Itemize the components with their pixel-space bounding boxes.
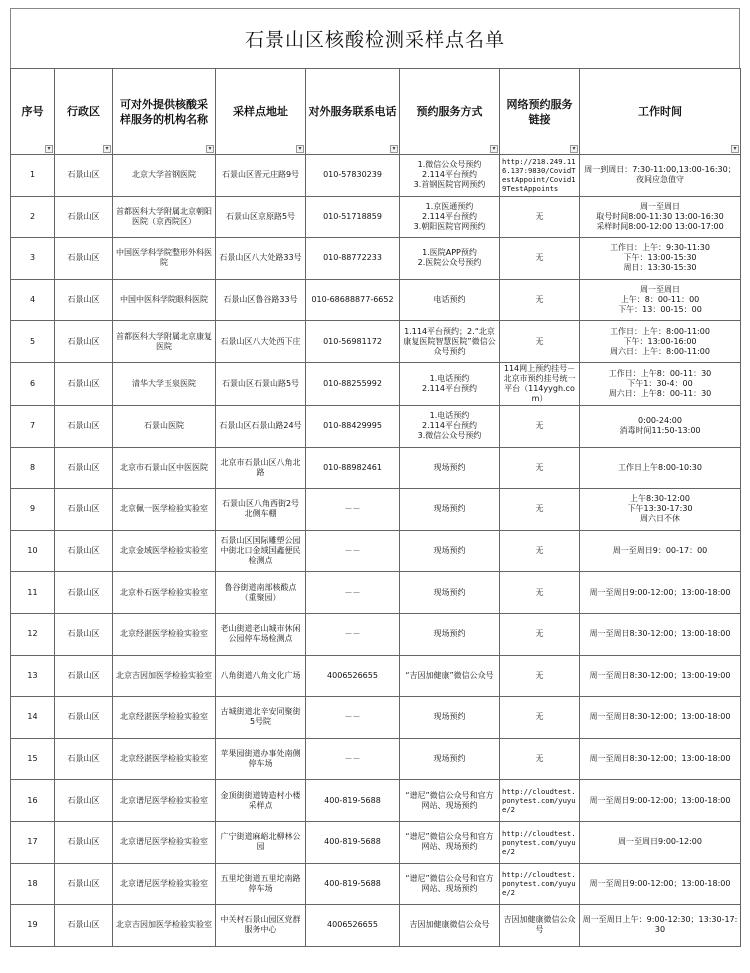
cell-district[interactable]: 石景山区 bbox=[55, 905, 113, 947]
cell-institution[interactable]: 首都医科大学附属北京朝阳医院（京西院区） bbox=[113, 196, 216, 238]
cell-booking-link[interactable]: 无 bbox=[500, 572, 580, 614]
cell-index[interactable]: 8 bbox=[11, 447, 55, 489]
cell-booking-link[interactable]: 无 bbox=[500, 279, 580, 321]
cell-booking-method[interactable]: 1.电话预约 2.114平台预约 bbox=[400, 362, 500, 405]
table-row bbox=[11, 530, 741, 572]
cell-index[interactable]: 4 bbox=[11, 279, 55, 321]
cell-booking-link[interactable]: http://cloudtest.ponytest.com/yuyue/2 bbox=[500, 780, 580, 822]
table-row bbox=[11, 905, 741, 947]
cell-phone[interactable]: 010-57830239 bbox=[306, 155, 400, 197]
cell-hours[interactable]: 上午8:30-12:00 下午13:30-17:30 周六日不休 bbox=[580, 489, 741, 531]
cell-hours[interactable]: 周一至周日9：00-17：00 bbox=[580, 530, 741, 572]
filter-dropdown-icon[interactable]: ▾ bbox=[490, 145, 498, 153]
cell-booking-method[interactable]: 现场预约 bbox=[400, 489, 500, 531]
cell-district[interactable]: 石景山区 bbox=[55, 738, 113, 780]
cell-address[interactable]: 苹果园街道办事处南侧停车场 bbox=[216, 738, 306, 780]
cell-institution[interactable]: 首都医科大学附属北京康复医院 bbox=[113, 321, 216, 363]
cell-booking-method[interactable]: 现场预约 bbox=[400, 613, 500, 655]
cell-booking-link[interactable]: 无 bbox=[500, 447, 580, 489]
cell-district[interactable]: 石景山区 bbox=[55, 447, 113, 489]
cell-hours[interactable]: 工作日：上午8：00-11：30 下午1：30-4：00 周六日：上午8：00-11：30 bbox=[580, 362, 741, 405]
cell-address[interactable]: 石景山区八角西街2号北侧车棚 bbox=[216, 489, 306, 531]
cell-booking-method[interactable]: 1.微信公众号预约 2.114平台预约 3.首钢医院官网预约 bbox=[400, 155, 500, 197]
table-row bbox=[11, 780, 741, 822]
cell-booking-method[interactable]: 电话预约 bbox=[400, 279, 500, 321]
cell-phone[interactable]: 010-88982461 bbox=[306, 447, 400, 489]
cell-phone[interactable]: 400-819-5688 bbox=[306, 780, 400, 822]
cell-hours[interactable]: 周一至周日9:00-12:00；13:00-18:00 bbox=[580, 572, 741, 614]
cell-index[interactable]: 14 bbox=[11, 697, 55, 739]
cell-address[interactable]: 老山街道老山城市休闲公园停车场检测点 bbox=[216, 613, 306, 655]
cell-booking-method[interactable]: “吉因加健康”微信公众号 bbox=[400, 655, 500, 697]
cell-booking-method[interactable]: 现场预约 bbox=[400, 697, 500, 739]
cell-booking-method[interactable]: 1.医院APP预约 2.医院公众号预约 bbox=[400, 238, 500, 280]
table-row bbox=[11, 821, 741, 863]
header-row bbox=[11, 69, 741, 155]
cell-district[interactable]: 石景山区 bbox=[55, 238, 113, 280]
cell-address[interactable]: 石景山区石景山路5号 bbox=[216, 362, 306, 405]
table-row bbox=[11, 362, 741, 405]
cell-address[interactable]: 石景山区八大处路33号 bbox=[216, 238, 306, 280]
table-row bbox=[11, 321, 741, 363]
cell-institution[interactable]: 北京谱尼医学检验实验室 bbox=[113, 821, 216, 863]
cell-district[interactable]: 石景山区 bbox=[55, 489, 113, 531]
cell-address[interactable]: 鲁谷街道南部核酸点（重聚园） bbox=[216, 572, 306, 614]
filter-dropdown-icon[interactable]: ▾ bbox=[206, 145, 214, 153]
cell-booking-method[interactable]: “谱尼”微信公众号和官方网站、现场预约 bbox=[400, 821, 500, 863]
cell-booking-method[interactable]: “谱尼”微信公众号和官方网站、现场预约 bbox=[400, 780, 500, 822]
cell-institution[interactable]: 中国中医科学院眼科医院 bbox=[113, 279, 216, 321]
cell-hours[interactable]: 周一至周日 取号时间8:00-11:30 13:00-16:30 采样时间8:00-12:00 13:00-17:00 bbox=[580, 196, 741, 238]
table-row bbox=[11, 863, 741, 905]
cell-institution[interactable]: 北京朴石医学检验实验室 bbox=[113, 572, 216, 614]
cell-institution[interactable]: 北京经湛医学检验实验室 bbox=[113, 738, 216, 780]
cell-hours[interactable]: 周一至周日8:30-12:00；13:00-19:00 bbox=[580, 655, 741, 697]
cell-district[interactable]: 石景山区 bbox=[55, 821, 113, 863]
cell-institution[interactable]: 北京佩一医学检验实验室 bbox=[113, 489, 216, 531]
cell-phone[interactable]: 400-819-5688 bbox=[306, 821, 400, 863]
cell-hours[interactable]: 周一至周日8:30-12:00；13:00-18:00 bbox=[580, 697, 741, 739]
cell-hours[interactable]: 周一至周日9:00-12:00 bbox=[580, 821, 741, 863]
cell-address[interactable]: 八角街道八角文化广场 bbox=[216, 655, 306, 697]
cell-hours[interactable]: 工作日上午8:00-10:30 bbox=[580, 447, 741, 489]
table-row bbox=[11, 655, 741, 697]
table-row bbox=[11, 238, 741, 280]
cell-address[interactable]: 五里坨街道五里坨南路停车场 bbox=[216, 863, 306, 905]
cell-address[interactable]: 石景山区晋元庄路9号 bbox=[216, 155, 306, 197]
cell-district[interactable]: 石景山区 bbox=[55, 196, 113, 238]
cell-index[interactable]: 15 bbox=[11, 738, 55, 780]
table-row bbox=[11, 613, 741, 655]
cell-district[interactable]: 石景山区 bbox=[55, 405, 113, 447]
cell-booking-link[interactable]: 无 bbox=[500, 530, 580, 572]
filter-dropdown-icon[interactable]: ▾ bbox=[45, 145, 53, 153]
cell-booking-link[interactable]: 吉因加健康微信公众号 bbox=[500, 905, 580, 947]
cell-institution[interactable]: 北京吉因加医学检验实验室 bbox=[113, 905, 216, 947]
header-address[interactable]: 采样点地址 ▾ bbox=[216, 69, 306, 155]
table-row bbox=[11, 572, 741, 614]
cell-district[interactable]: 石景山区 bbox=[55, 321, 113, 363]
header-booking-link[interactable]: 网络预约服务链接 ▾ bbox=[500, 69, 580, 155]
cell-hours[interactable]: 周一到周日：7:30-11:00,13:00-16:30； 夜间应急值守 bbox=[580, 155, 741, 197]
cell-index[interactable]: 5 bbox=[11, 321, 55, 363]
cell-institution[interactable]: 北京谱尼医学检验实验室 bbox=[113, 863, 216, 905]
cell-district[interactable]: 石景山区 bbox=[55, 863, 113, 905]
cell-booking-link[interactable]: http://cloudtest.ponytest.com/yuyue/2 bbox=[500, 821, 580, 863]
cell-index[interactable]: 19 bbox=[11, 905, 55, 947]
table-row bbox=[11, 405, 741, 447]
header-district[interactable]: 行政区 ▾ bbox=[55, 69, 113, 155]
table-row bbox=[11, 279, 741, 321]
cell-index[interactable]: 7 bbox=[11, 405, 55, 447]
cell-booking-link[interactable]: 114网上预约挂号－北京市预约挂号统一平台（114yygh.com） bbox=[500, 362, 580, 405]
cell-district[interactable]: 石景山区 bbox=[55, 572, 113, 614]
header-hours[interactable]: 工作时间 ▾ bbox=[580, 69, 741, 155]
cell-address[interactable]: 石景山区鲁谷路33号 bbox=[216, 279, 306, 321]
cell-phone[interactable]: －－ bbox=[306, 530, 400, 572]
cell-phone[interactable]: 4006526655 bbox=[306, 655, 400, 697]
cell-district[interactable]: 石景山区 bbox=[55, 279, 113, 321]
cell-hours[interactable]: 周一至周日9:00-12:00；13:00-18:00 bbox=[580, 780, 741, 822]
cell-booking-link[interactable]: 无 bbox=[500, 196, 580, 238]
cell-phone[interactable]: －－ bbox=[306, 697, 400, 739]
cell-district[interactable]: 石景山区 bbox=[55, 530, 113, 572]
cell-index[interactable]: 13 bbox=[11, 655, 55, 697]
header-booking-method[interactable]: 预约服务方式 ▾ bbox=[400, 69, 500, 155]
sampling-sites-table bbox=[10, 68, 741, 947]
cell-booking-link[interactable]: 无 bbox=[500, 321, 580, 363]
cell-phone[interactable]: 010-51718859 bbox=[306, 196, 400, 238]
cell-booking-method[interactable]: 现场预约 bbox=[400, 738, 500, 780]
cell-hours[interactable]: 周一至周日8:30-12:00；13:00-18:00 bbox=[580, 613, 741, 655]
cell-hours[interactable]: 工作日：上午：9:30-11:30 下午：13:00-15:30 周日：13:30-15:30 bbox=[580, 238, 741, 280]
cell-district[interactable]: 石景山区 bbox=[55, 780, 113, 822]
cell-institution[interactable]: 北京金域医学检验实验室 bbox=[113, 530, 216, 572]
filter-dropdown-icon[interactable]: ▾ bbox=[296, 145, 304, 153]
cell-booking-method[interactable]: 现场预约 bbox=[400, 447, 500, 489]
cell-booking-link[interactable]: http://cloudtest.ponytest.com/yuyue/2 bbox=[500, 863, 580, 905]
cell-booking-link[interactable]: 无 bbox=[500, 489, 580, 531]
cell-institution[interactable]: 北京经湛医学检验实验室 bbox=[113, 697, 216, 739]
document-title: 石景山区核酸检测采样点名单 bbox=[10, 8, 740, 68]
cell-index[interactable]: 9 bbox=[11, 489, 55, 531]
cell-index[interactable]: 18 bbox=[11, 863, 55, 905]
filter-dropdown-icon[interactable]: ▾ bbox=[103, 145, 111, 153]
cell-phone[interactable]: 010-88429995 bbox=[306, 405, 400, 447]
cell-booking-method[interactable]: 1.114平台预约；2.“北京康复医院智慧医院”微信公众号预约 bbox=[400, 321, 500, 363]
cell-address[interactable]: 石景山区石景山路24号 bbox=[216, 405, 306, 447]
cell-booking-link[interactable]: 无 bbox=[500, 697, 580, 739]
cell-institution[interactable]: 北京谱尼医学检验实验室 bbox=[113, 780, 216, 822]
cell-hours[interactable]: 工作日：上午：8:00-11:00 下午：13:00-16:00 周六日：上午：8:00-11:00 bbox=[580, 321, 741, 363]
cell-booking-link[interactable]: 无 bbox=[500, 613, 580, 655]
cell-index[interactable]: 1 bbox=[11, 155, 55, 197]
cell-address[interactable]: 中关村石景山园区党群服务中心 bbox=[216, 905, 306, 947]
cell-index[interactable]: 11 bbox=[11, 572, 55, 614]
cell-booking-link[interactable]: 无 bbox=[500, 238, 580, 280]
cell-district[interactable]: 石景山区 bbox=[55, 613, 113, 655]
cell-address[interactable]: 金顶街街道铸造村小楼采样点 bbox=[216, 780, 306, 822]
header-index[interactable]: 序号 ▾ bbox=[11, 69, 55, 155]
table-row bbox=[11, 697, 741, 739]
cell-booking-method[interactable]: 1.京医通预约 2.114平台预约 3.朝阳医院官网预约 bbox=[400, 196, 500, 238]
cell-institution[interactable]: 石景山医院 bbox=[113, 405, 216, 447]
table-row bbox=[11, 489, 741, 531]
cell-phone[interactable]: －－ bbox=[306, 613, 400, 655]
cell-booking-link[interactable]: http://218.249.116.137:9830/CovidTestAppoint/Covid19TestAppoints bbox=[500, 155, 580, 197]
filter-dropdown-icon[interactable]: ▾ bbox=[570, 145, 578, 153]
cell-hours[interactable]: 周一至周日上午：9:00-12:30；13:30-17:30 bbox=[580, 905, 741, 947]
cell-phone[interactable]: －－ bbox=[306, 572, 400, 614]
cell-institution[interactable]: 北京经湛医学检验实验室 bbox=[113, 613, 216, 655]
cell-booking-link[interactable]: 无 bbox=[500, 655, 580, 697]
table-row bbox=[11, 196, 741, 238]
cell-address[interactable]: 石景山区八大处西下庄 bbox=[216, 321, 306, 363]
cell-booking-link[interactable]: 无 bbox=[500, 738, 580, 780]
cell-district[interactable]: 石景山区 bbox=[55, 362, 113, 405]
cell-phone[interactable]: －－ bbox=[306, 489, 400, 531]
cell-address[interactable]: 古城街道北辛安同聚街5号院 bbox=[216, 697, 306, 739]
cell-phone[interactable]: 400-819-5688 bbox=[306, 863, 400, 905]
filter-dropdown-icon[interactable]: ▾ bbox=[731, 145, 739, 153]
cell-index[interactable]: 6 bbox=[11, 362, 55, 405]
cell-institution[interactable]: 北京吉因加医学检验实验室 bbox=[113, 655, 216, 697]
cell-index[interactable]: 16 bbox=[11, 780, 55, 822]
cell-index[interactable]: 10 bbox=[11, 530, 55, 572]
table-row bbox=[11, 155, 741, 197]
cell-phone[interactable]: 010-56981172 bbox=[306, 321, 400, 363]
filter-dropdown-icon[interactable]: ▾ bbox=[390, 145, 398, 153]
cell-address[interactable]: 北京市石景山区八角北路 bbox=[216, 447, 306, 489]
cell-phone[interactable]: 010-68688877-6652 bbox=[306, 279, 400, 321]
cell-institution[interactable]: 中国医学科学院整形外科医院 bbox=[113, 238, 216, 280]
table-row bbox=[11, 738, 741, 780]
cell-district[interactable]: 石景山区 bbox=[55, 155, 113, 197]
cell-booking-method[interactable]: “谱尼”微信公众号和官方网站、现场预约 bbox=[400, 863, 500, 905]
cell-address[interactable]: 石景山区京原路5号 bbox=[216, 196, 306, 238]
cell-hours[interactable]: 0:00-24:00 消毒时间11:50-13:00 bbox=[580, 405, 741, 447]
cell-index[interactable]: 12 bbox=[11, 613, 55, 655]
cell-index[interactable]: 17 bbox=[11, 821, 55, 863]
cell-address[interactable]: 广宁街道麻峪北柳林公园 bbox=[216, 821, 306, 863]
cell-institution[interactable]: 北京大学首钢医院 bbox=[113, 155, 216, 197]
header-phone[interactable]: 对外服务联系电话 ▾ bbox=[306, 69, 400, 155]
cell-booking-method[interactable]: 现场预约 bbox=[400, 572, 500, 614]
cell-phone[interactable]: 010-88255992 bbox=[306, 362, 400, 405]
cell-institution[interactable]: 清华大学玉泉医院 bbox=[113, 362, 216, 405]
cell-institution[interactable]: 北京市石景山区中医医院 bbox=[113, 447, 216, 489]
cell-district[interactable]: 石景山区 bbox=[55, 697, 113, 739]
cell-phone[interactable]: －－ bbox=[306, 738, 400, 780]
cell-address[interactable]: 石景山区国际雕塑公园中街北口金域国鑫便民检测点 bbox=[216, 530, 306, 572]
cell-booking-method[interactable]: 吉因加健康微信公众号 bbox=[400, 905, 500, 947]
cell-district[interactable]: 石景山区 bbox=[55, 655, 113, 697]
cell-hours[interactable]: 周一至周日8:30-12:00；13:00-18:00 bbox=[580, 738, 741, 780]
cell-index[interactable]: 2 bbox=[11, 196, 55, 238]
cell-index[interactable]: 3 bbox=[11, 238, 55, 280]
cell-phone[interactable]: 4006526655 bbox=[306, 905, 400, 947]
cell-phone[interactable]: 010-88772233 bbox=[306, 238, 400, 280]
cell-hours[interactable]: 周一至周日 上午：8：00-11：00 下午：13：00-15：00 bbox=[580, 279, 741, 321]
cell-booking-method[interactable]: 现场预约 bbox=[400, 530, 500, 572]
header-institution[interactable]: 可对外提供核酸采样服务的机构名称 ▾ bbox=[113, 69, 216, 155]
cell-hours[interactable]: 周一至周日9:00-12:00；13:00-18:00 bbox=[580, 863, 741, 905]
cell-booking-method[interactable]: 1.电话预约 2.114平台预约 3.微信公众号预约 bbox=[400, 405, 500, 447]
spreadsheet bbox=[10, 8, 740, 947]
table-row bbox=[11, 447, 741, 489]
cell-booking-link[interactable]: 无 bbox=[500, 405, 580, 447]
